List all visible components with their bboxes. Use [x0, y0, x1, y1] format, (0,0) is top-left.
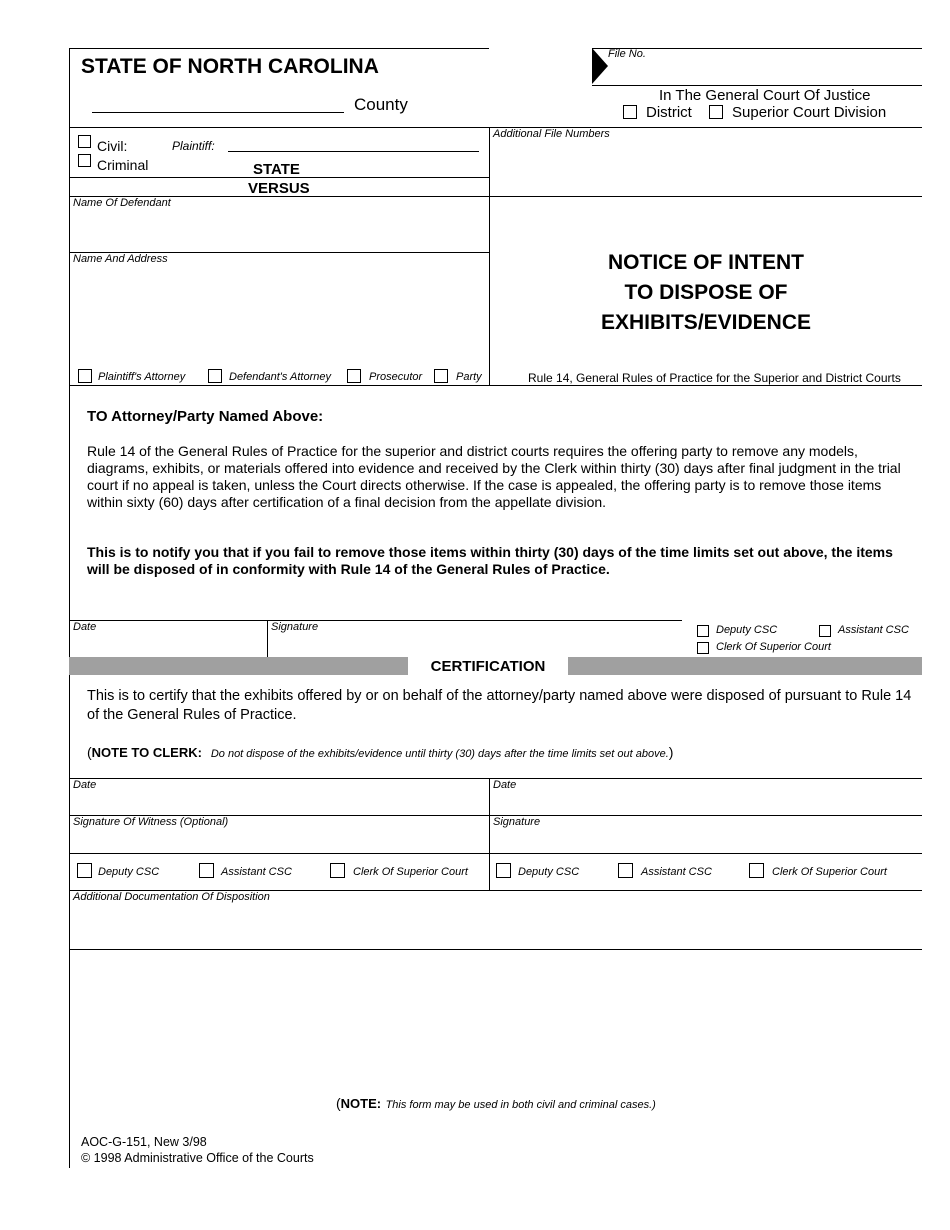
right-clerk-checkbox[interactable]	[749, 863, 764, 878]
cert-row-3	[69, 853, 922, 854]
plaintiff-line[interactable]	[228, 151, 479, 152]
note-to-clerk-label: NOTE TO CLERK:	[91, 745, 202, 760]
top-rule-left	[69, 48, 489, 49]
right-assistant-csc-label: Assistant CSC	[641, 866, 712, 878]
civil-checkbox[interactable]	[78, 135, 91, 148]
additional-doc-bottom	[69, 949, 922, 950]
note-to-clerk-text: Do not dispose of the exhibits/evidence until thirty (30) days after the time limits set out above.	[210, 748, 669, 760]
notice-clerk-checkbox[interactable]	[697, 642, 709, 654]
defendants-attorney-label: Defendant's Attorney	[229, 371, 331, 383]
notice-warning: This is to notify you that if you fail to remove those items within thirty (30) days of the time limits set out above, the items will be disposed of in conformity with Rule 14 of the General Rules of Practice.	[87, 544, 893, 577]
witness-signature-label: Signature Of Witness (Optional)	[73, 816, 229, 828]
county-line[interactable]	[92, 112, 344, 113]
left-deputy-csc-checkbox[interactable]	[77, 863, 92, 878]
criminal-label: Criminal	[97, 157, 149, 173]
witness-date-label: Date	[73, 779, 97, 791]
notice-body: Rule 14 of the General Rules of Practice for the superior and district courts requires the offering party to remove any models, diagrams, exhibits, or materials offered into evidence and received by the Clerk within thirty (30) days after final judgment in the trial court if no appeal is taken, unless the Court directs otherwise. If the case is appealed, the offering party is to remove those items within sixty (60) days after certification of a final decision from the appellate division.	[87, 443, 901, 510]
civil-label: Civil:	[97, 138, 128, 154]
left-assistant-csc-label: Assistant CSC	[221, 866, 292, 878]
cert-column-divider	[489, 778, 490, 890]
form-left-border	[69, 48, 70, 1168]
right-assistant-csc-checkbox[interactable]	[618, 863, 633, 878]
prosecutor-label: Prosecutor	[369, 371, 423, 383]
state-short-rule	[69, 177, 181, 178]
defendant-rule	[69, 196, 922, 197]
notice-date-label: Date	[73, 621, 97, 633]
right-deputy-csc-label: Deputy CSC	[518, 866, 580, 878]
additional-file-numbers-label: Additional File Numbers	[493, 128, 610, 140]
plaintiffs-attorney-label: Plaintiff's Attorney	[98, 371, 186, 383]
criminal-checkbox[interactable]	[78, 154, 91, 167]
footer-paren-open: (	[336, 1095, 341, 1111]
footer-note-label: NOTE:	[340, 1096, 382, 1111]
note-paren-open: (	[87, 744, 92, 760]
plaintiffs-attorney-checkbox[interactable]	[78, 369, 92, 383]
left-clerk-checkbox[interactable]	[330, 863, 345, 878]
plaintiff-label: Plaintiff:	[172, 139, 215, 153]
footer-note-text: This form may be used in both civil and criminal cases.)	[385, 1099, 656, 1111]
certification-body: This is to certify that the exhibits offered by or on behalf of the attorney/party named above were disposed of pursuant to Rule 14 of the General Rules of Practice.	[87, 688, 912, 723]
defendant-name-label: Name Of Defendant	[73, 197, 171, 209]
county-label: County	[354, 95, 408, 114]
notice-deputy-csc-label: Deputy CSC	[716, 624, 778, 636]
form-title-line-3: EXHIBITS/EVIDENCE	[600, 311, 812, 334]
certification-bar-left	[69, 657, 408, 675]
form-title-line-2: TO DISPOSE OF	[624, 281, 788, 304]
defendants-attorney-checkbox[interactable]	[208, 369, 222, 383]
signature-row-top	[69, 620, 682, 621]
prosecutor-checkbox[interactable]	[347, 369, 361, 383]
right-clerk-label: Clerk Of Superior Court	[772, 866, 887, 878]
name-address-label: Name And Address	[73, 253, 168, 265]
notice-heading: TO Attorney/Party Named Above:	[87, 408, 324, 425]
superior-court-checkbox[interactable]	[709, 105, 723, 119]
copyright: © 1998 Administrative Office of the Courts	[81, 1151, 314, 1165]
footer-note	[336, 1095, 656, 1113]
party-label: Party	[456, 371, 482, 383]
left-assistant-csc-checkbox[interactable]	[199, 863, 214, 878]
left-deputy-csc-label: Deputy CSC	[98, 866, 160, 878]
file-no-label: File No.	[608, 48, 646, 60]
form-id: AOC-G-151, New 3/98	[81, 1135, 207, 1149]
superior-court-label: Superior Court Division	[732, 104, 887, 121]
district-checkbox[interactable]	[623, 105, 637, 119]
file-no-arrow-icon	[592, 48, 608, 84]
notice-signature-label: Signature	[271, 621, 319, 633]
clerk-date-label: Date	[493, 779, 517, 791]
note-paren-close: )	[668, 744, 674, 760]
state-party-label: STATE	[253, 161, 300, 178]
certification-heading: CERTIFICATION	[430, 658, 546, 675]
roles-rule	[69, 385, 922, 386]
note-to-clerk	[87, 744, 673, 762]
left-clerk-label: Clerk Of Superior Court	[353, 866, 468, 878]
date-signature-divider	[267, 620, 268, 657]
court-label: In The General Court Of Justice	[659, 87, 871, 104]
rule-reference: Rule 14, General Rules of Practice for the Superior and District Courts	[528, 371, 901, 385]
notice-deputy-csc-checkbox[interactable]	[697, 625, 709, 637]
certification-bar-right	[568, 657, 922, 675]
versus-label: VERSUS	[248, 180, 310, 197]
clerk-signature-label: Signature	[493, 816, 541, 828]
party-checkbox[interactable]	[434, 369, 448, 383]
notice-clerk-label: Clerk Of Superior Court	[716, 641, 831, 653]
form-title-line-1: NOTICE OF INTENT	[608, 251, 804, 274]
notice-assistant-csc-label: Assistant CSC	[838, 624, 909, 636]
state-title: STATE OF NORTH CAROLINA	[81, 55, 379, 78]
right-deputy-csc-checkbox[interactable]	[496, 863, 511, 878]
additional-documentation-label: Additional Documentation Of Disposition	[73, 891, 270, 903]
notice-assistant-csc-checkbox[interactable]	[819, 625, 831, 637]
court-rule	[592, 85, 922, 86]
district-label: District	[646, 104, 692, 121]
